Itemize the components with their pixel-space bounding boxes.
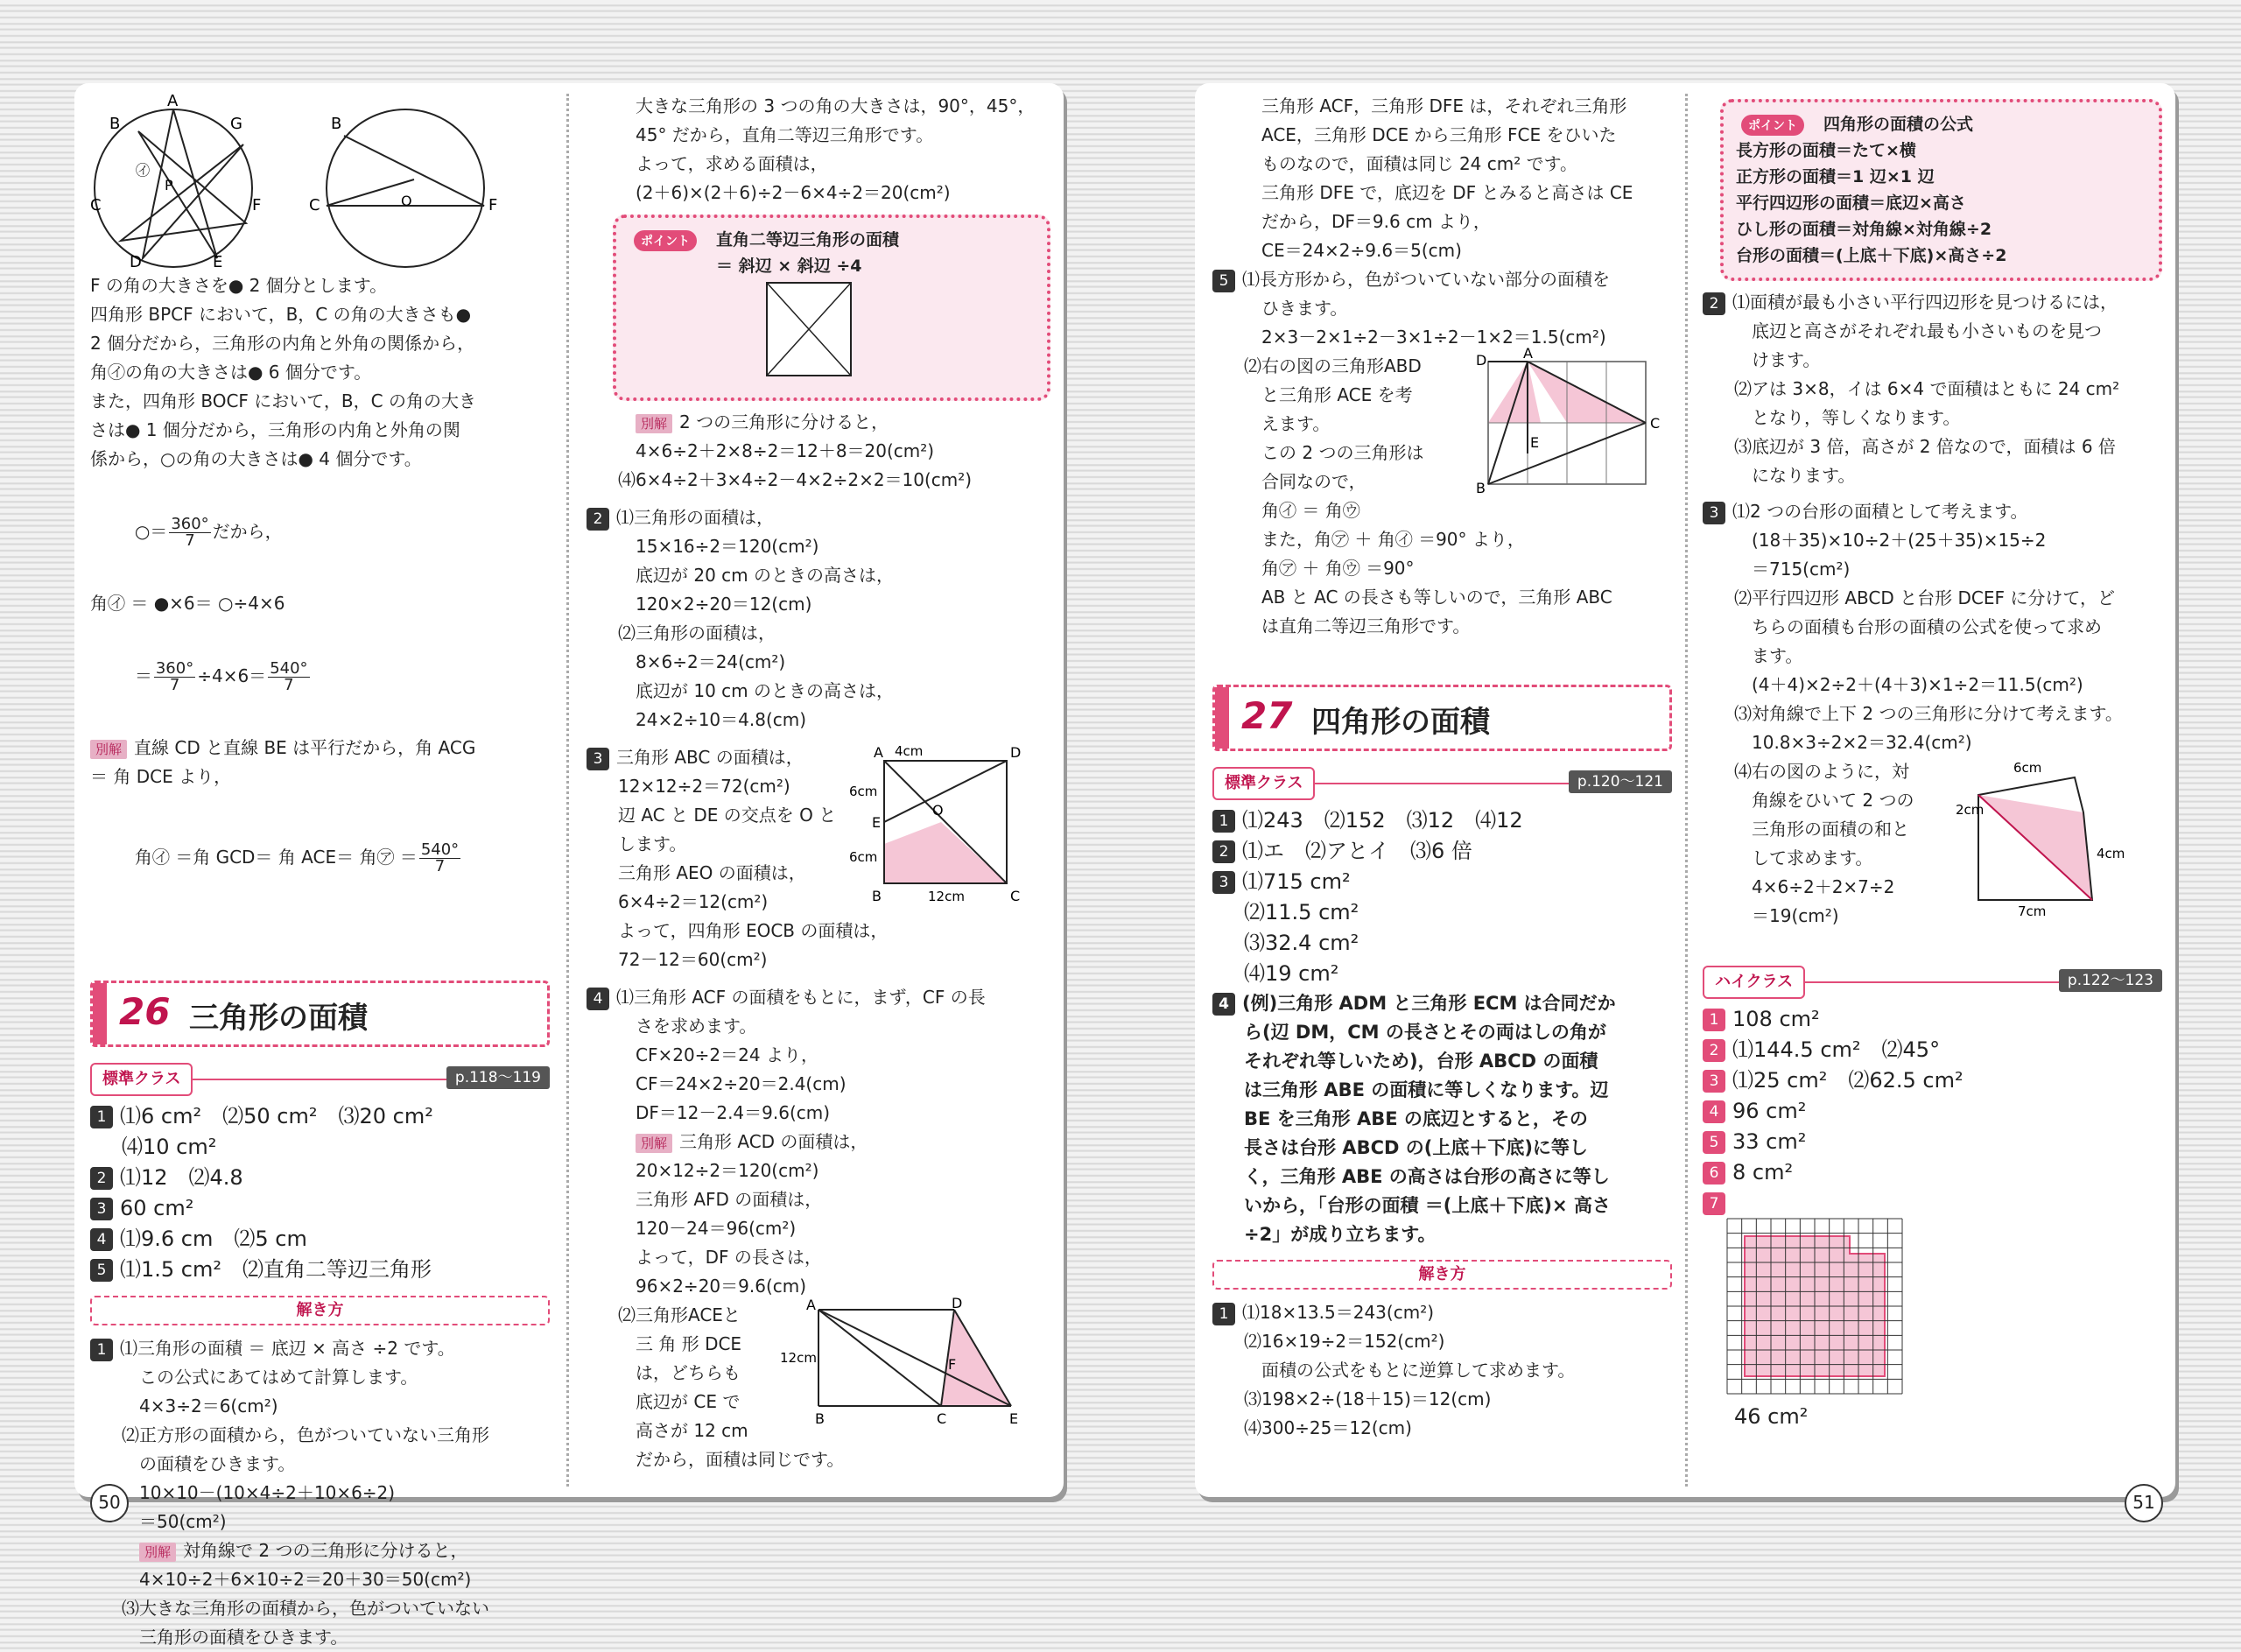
kaiho-header (1212, 1260, 1672, 1290)
eq-line-4: 角㋑ ＝角 GCD＝ 角 ACE＝ 角㋐ ＝ $\frac{540^\circ}{7}$ (134, 840, 460, 875)
standard-class-bar (1212, 767, 1672, 798)
text-line: ⑵正方形の面積から，色がついていない三角形 (122, 1424, 489, 1445)
equations (90, 474, 550, 923)
label-g: G (230, 115, 242, 133)
text-line: 1 ⑴18×13.5＝243(cm²) (1212, 1298, 1672, 1327)
text-line: 三角形 ACF，三角形 DFE は，それぞれ三角形 (1261, 95, 1627, 116)
betsukai-line: 別解 直線 CD と直線 BE は平行だから，角 ACG (90, 734, 550, 763)
svg-text:D: D (1010, 744, 1022, 761)
text-line: 4 (例)三角形 ADM と三角形 ECM は合同だか (1212, 989, 1672, 1018)
svg-text:7cm: 7cm (2018, 903, 2047, 919)
text-line: は三角形 ABE の面積に等しくなります。辺 (1244, 1079, 1609, 1100)
svg-text:A: A (874, 744, 883, 761)
label-e: E (213, 253, 223, 271)
text-line: 合同なので， (1261, 471, 1366, 492)
text-line: 4×3÷2＝6(cm²) (139, 1395, 278, 1417)
text-line: 4 ⑴三角形 ACF の面積をもとに，まず，CF の長 (587, 983, 1050, 1012)
text-line: ⑵平行四辺形 ABCD と台形 DCEF に分けて，ど (1734, 587, 2115, 608)
answer-row: 7 (1703, 1188, 2162, 1219)
page-number: 51 (2125, 1484, 2163, 1522)
text-line: は直角二等辺三角形です。 (1261, 615, 1471, 636)
star-circle-figures (90, 92, 528, 271)
standard-class-label: 標準クラス (90, 1063, 193, 1096)
text-line: だから，DF＝9.6 cm より， (1261, 211, 1491, 232)
betsukai-tag: 別解 (90, 740, 127, 759)
solution-26-2 (587, 503, 1050, 735)
svg-text:F: F (948, 1356, 957, 1373)
text-line: 三 角 形 DCE (636, 1333, 742, 1354)
right-page (1195, 83, 2175, 1513)
eq-line-2: 角㋑ ＝ ●×6＝ ○÷4×6 (90, 593, 285, 614)
text-line: さは● 1 個分だから，三角形の内角と外角の関 (90, 419, 460, 440)
left-column-b (587, 83, 1050, 1497)
text-line: ⑶底辺が 3 倍，高さが 2 倍なので，面積は 6 倍 (1734, 436, 2116, 457)
answer-row: 3 60 cm² (90, 1193, 550, 1224)
text-line: 4×6÷2＋2×8÷2＝12＋8＝20(cm²) (636, 440, 935, 461)
text-line: また，四角形 BOCF において，B，C の角の大き (90, 390, 476, 411)
kaiho-label: 解き方 (296, 1301, 344, 1319)
text-line: 5 ⑴長方形から，色がついていない部分の面積を (1212, 265, 1672, 294)
point-box-2 (1720, 99, 2162, 281)
point-tag: ポイント (634, 230, 697, 251)
text-line: して求めます。 (1752, 847, 1873, 868)
solution-26-5 (1212, 265, 1672, 641)
answer-row: 4 96 cm² (1703, 1096, 2162, 1127)
text-line: えます。 (1261, 413, 1331, 434)
text-line: は，どちらも (636, 1362, 741, 1383)
text-line: ⑶198×2÷(18＋15)＝12(cm) (1244, 1388, 1492, 1409)
text-line: 45° だから，直角二等辺三角形です。 (636, 124, 934, 145)
svg-text:B: B (1476, 480, 1486, 496)
svg-text:12cm: 12cm (780, 1350, 817, 1366)
text-line: だから，面積は同じです。 (636, 1449, 845, 1470)
eq-pre: ○＝ (134, 521, 168, 542)
text-line: 12×12÷2＝72(cm²) (618, 776, 790, 797)
point-line: ひし形の面積＝対角線×対角線÷2 (1736, 220, 1992, 239)
text-line: 面積の公式をもとに逆算して求めます。 (1261, 1360, 1576, 1381)
section-title: 三角形の面積 (189, 1001, 368, 1036)
fraction: $\frac{540^\circ}{7}$ (420, 840, 460, 875)
text-line: 長さは台形 ABCD の(上底＋下底)に等し (1244, 1137, 1588, 1158)
svg-text:B: B (815, 1410, 825, 1427)
fraction: $\frac{360^\circ}{7}$ (171, 515, 209, 550)
text-line: それぞれ等しいため)，台形 ABCD の面積 (1244, 1051, 1598, 1072)
answer-row: 5 ⑴1.5 cm² ⑵直角二等辺三角形 (90, 1255, 550, 1285)
high-class-bar (1703, 966, 2162, 997)
text-line: (4＋4)×2÷2＋(4＋3)×1÷2＝11.5(cm²) (1752, 674, 2083, 695)
answer-row: 6 8 cm² (1703, 1157, 2162, 1188)
svg-text:6cm: 6cm (849, 784, 878, 799)
text-line: ⑵三角形ACEと (618, 1304, 741, 1325)
point-box-1 (613, 214, 1050, 401)
point-line: 長方形の面積＝たて×横 (1736, 141, 1916, 160)
point-tag: ポイント (1741, 115, 1804, 136)
label-b2: B (331, 115, 342, 133)
text-line: ⑷6×4÷2＋3×4÷2－4×2÷2×2＝10(cm²) (618, 469, 973, 490)
solution-27-2 (1703, 288, 2162, 490)
text-line: の面積をひきます。 (139, 1453, 296, 1474)
page-range: p.122～123 (2059, 969, 2162, 992)
standard-class-bar (90, 1063, 550, 1094)
text-line: 10.8×3÷2×2＝32.4(cm²) (1752, 732, 1972, 753)
left-column-a (90, 83, 550, 1648)
label-f: F (252, 196, 262, 214)
text-line: 8×6÷2＝24(cm²) (636, 651, 786, 672)
text-line: いから，「台形の面積 ＝(上底＋下底)× 高さ (1244, 1195, 1611, 1216)
text-line: F の角の大きさを● 2 個分とします。 (90, 275, 388, 296)
answer-row: 1 108 cm² (1703, 1004, 2162, 1035)
text-line: 三角形 DFE で，底辺を DF とみると高さは CE (1261, 182, 1633, 203)
text-line: 120－24＝96(cm²) (636, 1218, 797, 1239)
kaiho-label: 解き方 (1418, 1265, 1466, 1283)
text-line: ちらの面積も台形の面積の公式を使って求め (1752, 616, 2102, 637)
text-line: ＝715(cm²) (1752, 559, 1851, 580)
text-line: (2＋6)×(2＋6)÷2－6×4÷2＝20(cm²) (636, 182, 951, 203)
text-line: 2 ⑴面積が最も小さい平行四辺形を見つけるには， (1703, 288, 2162, 317)
text-line: 辺 AC と DE の交点を O と (618, 805, 837, 826)
text-line: さを求めます。 (636, 1016, 757, 1037)
point-title: 四角形の面積の公式 (1823, 115, 1974, 134)
answer-row: 1 ⑴6 cm² ⑵50 cm² ⑶20 cm² (90, 1101, 550, 1132)
text-line: また，角㋐ ＋ 角㋑ ＝90° より， (1261, 529, 1525, 550)
text-line: BE を三角形 ABE の底辺とすると，その (1244, 1108, 1588, 1129)
svg-text:2cm: 2cm (1956, 802, 1985, 818)
grid-answer-figure (1727, 1219, 1920, 1402)
svg-text:4cm: 4cm (2097, 846, 2125, 861)
label-p: P (165, 177, 173, 193)
section-27-header (1212, 685, 1672, 751)
answer-row: 2 ⑴12 ⑵4.8 (90, 1163, 550, 1193)
text-line: 3 三角形 ABC の面積は， (587, 743, 1050, 772)
answer-row: 1 ⑴243 ⑵152 ⑶12 ⑷12 (1212, 805, 1672, 836)
text-line: ⑵右の図の三角形ABD (1244, 355, 1422, 376)
text-line: 角線をひいて 2 つの (1752, 790, 1914, 811)
text-line: 三角形の面積の和と (1752, 819, 1909, 840)
svg-text:E: E (872, 814, 882, 831)
answers-26 (90, 1101, 550, 1285)
svg-text:C: C (937, 1410, 947, 1427)
label-f2: F (488, 196, 498, 214)
column-divider (566, 94, 569, 1487)
standard-class-label: 標準クラス (1212, 767, 1315, 800)
answer-row: ⑵11.5 cm² (1244, 900, 1359, 924)
solution-27-3 (1703, 497, 2162, 931)
text-line: 15×16÷2＝120(cm²) (636, 536, 819, 557)
text-line: 別解 2 つの三角形に分けると， (587, 408, 1050, 437)
text-line: 高さが 12 cm (636, 1420, 748, 1441)
text-line: 別解 三角形 ACD の面積は， (587, 1128, 1050, 1156)
answer-row: ⑷19 cm² (1244, 961, 1339, 986)
svg-text:12cm: 12cm (928, 889, 965, 904)
label-c2: C (309, 196, 320, 214)
text-line: 2×3－2×1÷2－3×1÷2－1×2＝1.5(cm²) (1261, 327, 1606, 348)
text-line: します。 (618, 833, 687, 854)
text-line: 20×12÷2＝120(cm²) (636, 1160, 819, 1181)
answer-27-4 (1212, 989, 1672, 1249)
svg-text:E: E (1530, 434, 1540, 451)
text-line: よって，四角形 EOCB の面積は， (618, 920, 889, 941)
text-line: ます。 (1752, 645, 1803, 666)
text-line: 角㋑の角の大きさは● 6 個分です。 (90, 362, 372, 383)
text-line: 底辺が CE で (636, 1391, 741, 1412)
text-line: よって，求める面積は， (636, 153, 828, 174)
text-line: 三角形 AEO の面積は， (618, 862, 806, 883)
text-line: 底辺と高さがそれぞれ最も小さいものを見つ (1752, 320, 2102, 341)
right-column-c (1212, 83, 1672, 1497)
text-line: よって，DF の長さは， (636, 1247, 822, 1268)
text-line: 底辺が 20 cm のときの高さは， (636, 565, 894, 586)
text-line: 4×6÷2＋2×7÷2 (1752, 876, 1895, 897)
text-line: 2 ⑴三角形の面積は， (587, 503, 1050, 532)
text-line: 10×10－(10×4÷2＋10×6÷2) (139, 1482, 396, 1503)
text-line: ＝50(cm²) (139, 1511, 227, 1532)
point-line: 平行四辺形の面積＝底辺×高さ (1736, 193, 1966, 213)
text-line: DF＝12－2.4＝9.6(cm) (636, 1102, 831, 1123)
text-line: この公式にあてはめて計算します。 (139, 1367, 418, 1388)
eq-line-1: ○＝ $\frac{360^\circ}{7}$ だから， (134, 515, 283, 550)
page-range: p.118～119 (446, 1066, 550, 1089)
text-line: ⑵三角形の面積は， (618, 622, 776, 643)
text-line: 3 ⑴2 つの台形の面積として考えます。 (1703, 497, 2162, 526)
text-line: 120×2÷20＝12(cm) (636, 594, 812, 615)
fraction: $\frac{540^\circ}{7}$ (270, 659, 308, 694)
text-line: 24×2÷10＝4.8(cm) (636, 709, 807, 730)
text-line: けます。 (1752, 349, 1821, 370)
answer-row: 3 ⑴715 cm² (1212, 867, 1672, 897)
text-line: ⑶対角線で上下 2 つの三角形に分けて考えます。 (1734, 703, 2123, 724)
section-26-header (90, 981, 550, 1047)
svg-text:B: B (872, 888, 882, 904)
text-line: 大きな三角形の 3 つの角の大きさは，90°，45°， (636, 95, 1036, 116)
text-line: ACE，三角形 DCE から三角形 FCE をひいた (1261, 124, 1617, 145)
grid-triangle-figure-5 (1471, 345, 1672, 496)
text-line: 三角形の面積をひきます。 (139, 1627, 348, 1648)
svg-text:A: A (806, 1297, 816, 1313)
answer-row: ⑶32.4 cm² (1244, 931, 1359, 955)
text-line: 4×10÷2＋6×10÷2＝20＋30＝50(cm²) (139, 1569, 472, 1590)
label-a: A (167, 92, 179, 110)
point-text: 直角二等辺三角形の面積 (716, 230, 900, 250)
label-o: O (401, 193, 412, 209)
svg-text:6cm: 6cm (2013, 760, 2042, 776)
high-class-label: ハイクラス (1703, 966, 1805, 999)
answer-row: 3 ⑴25 cm² ⑵62.5 cm² (1703, 1065, 2162, 1096)
text-line: ⑶大きな三角形の面積から，色がついていない (122, 1598, 489, 1619)
svg-text:C: C (1650, 415, 1661, 432)
text-line: ＝ 角 DCE より， (90, 766, 232, 787)
label-b: B (109, 115, 121, 133)
text-line: ⑵アは 3×8，イは 6×4 で面積はともに 24 cm² (1734, 378, 2120, 399)
text-line: CF×20÷2＝24 より， (636, 1044, 818, 1065)
page-number: 50 (90, 1484, 129, 1522)
point-line: 台形の面積＝(上底＋下底)×高さ÷2 (1736, 246, 2007, 265)
square-diagonal-figure (765, 281, 853, 377)
answer-row: 2 ⑴エ ⑵アとイ ⑶6 倍 (1212, 836, 1672, 867)
svg-text:E: E (1009, 1410, 1019, 1427)
text-line: と三角形 ACE を考 (1261, 384, 1413, 405)
point-text: ＝ 斜辺 × 斜辺 ÷4 (716, 257, 862, 276)
text-line: ひきます。 (1261, 298, 1348, 319)
left-page (74, 83, 1064, 1648)
solution-26-3 (587, 743, 1050, 974)
text-line: ÷2」が成り立ちます。 (1244, 1224, 1437, 1245)
answer-row: ⑷10 cm² (122, 1135, 217, 1159)
solution-27-1 (1212, 1298, 1672, 1443)
text-line: 別解 対角線で 2 つの三角形に分けると， (90, 1536, 550, 1565)
text-line: ら(辺 DM，CM の長さとその両はしの角が (1244, 1022, 1606, 1043)
text-line: 角㋐ ＋ 角㋒ ＝90° (1261, 558, 1415, 579)
column-divider (1685, 94, 1688, 1487)
quadrilateral-figure-3-4 (1956, 760, 2136, 919)
text-line: CE＝24×2÷9.6＝5(cm) (1261, 240, 1462, 261)
solution-26-4 (587, 983, 1050, 1474)
text-line: 三角形 AFD の面積は， (636, 1189, 823, 1210)
svg-text:6cm: 6cm (849, 849, 878, 865)
text-line: CF＝24×2÷20＝2.4(cm) (636, 1073, 847, 1094)
text-line: 底辺が 10 cm のときの高さは， (636, 680, 894, 701)
answers-high (1703, 1004, 2162, 1219)
solution-26-1 (90, 1334, 550, 1652)
point-line: 正方形の面積＝1 辺×1 辺 (1736, 167, 1935, 186)
text-line: AB と AC の長さも等しいので，三角形 ABC (1261, 587, 1612, 608)
text-line: 96×2÷20＝9.6(cm) (636, 1276, 807, 1297)
answer-row: 4 ⑴9.6 cm ⑵5 cm (90, 1224, 550, 1255)
page-range: p.120～121 (1569, 770, 1672, 793)
svg-text:D: D (952, 1295, 963, 1311)
svg-text:4cm: 4cm (895, 743, 924, 759)
text-line: (18＋35)×10÷2＋(25＋35)×15÷2 (1752, 530, 2047, 551)
right-column-d (1703, 83, 2162, 1497)
svg-text:O: O (932, 802, 944, 819)
label-c: C (90, 196, 102, 214)
text-line: 係から，○の角の大きさは● 4 個分です。 (90, 448, 422, 469)
svg-text:C: C (1010, 888, 1021, 904)
intro-text (90, 271, 550, 474)
section-title: 四角形の面積 (1311, 705, 1490, 740)
label-i: ㋑ (136, 162, 151, 179)
eq-line-3: ＝ $\frac{360^\circ}{7}$ ÷4×6＝ $\frac{540^\circ}{7}$ (134, 659, 308, 694)
text-line: 四角形 BPCF において，B，C の角の大きさも● (90, 304, 472, 325)
text-line: 1 ⑴三角形の面積 ＝ 底辺 × 高さ ÷2 です。 (90, 1334, 550, 1363)
section-number: 26 (119, 990, 171, 1033)
text-line: になります。 (1752, 465, 1856, 486)
fraction: $\frac{360^\circ}{7}$ (155, 659, 194, 694)
text-line: ⑵16×19÷2＝152(cm²) (1244, 1331, 1445, 1352)
trapezoid-figure-4 (780, 1295, 1029, 1441)
text-line: 角㋑ ＝ 角㋒ (1261, 500, 1360, 521)
text-line: 6×4÷2＝12(cm²) (618, 891, 769, 912)
text-line: く，三角形 ABE の高さは台形の高さに等し (1244, 1166, 1610, 1187)
text-line: ＝19(cm²) (1752, 905, 1839, 926)
square-figure-3 (849, 743, 1033, 910)
svg-text:D: D (1476, 352, 1487, 369)
text-line: 72－12＝60(cm²) (618, 949, 768, 970)
answer-row: 5 33 cm² (1703, 1127, 2162, 1157)
text-line: ⑷右の図のように，対 (1734, 761, 1909, 782)
svg-text:A: A (1523, 345, 1533, 362)
text-line: となり，等しくなります。 (1752, 407, 1961, 428)
text-line: この 2 つの三角形は (1261, 442, 1424, 463)
kaiho-header (90, 1296, 550, 1325)
section-number: 27 (1241, 694, 1293, 737)
text-line: ⑷300÷25＝12(cm) (1244, 1417, 1412, 1438)
answer-row: 2 ⑴144.5 cm² ⑵45° (1703, 1035, 2162, 1065)
grid-answer-text: 46 cm² (1734, 1404, 1809, 1429)
text-line: ものなので，面積は同じ 24 cm² です。 (1261, 153, 1578, 174)
label-d: D (130, 253, 142, 271)
answers-27 (1212, 805, 1672, 989)
text-line: 2 個分だから，三角形の内角と外角の関係から， (90, 333, 475, 354)
